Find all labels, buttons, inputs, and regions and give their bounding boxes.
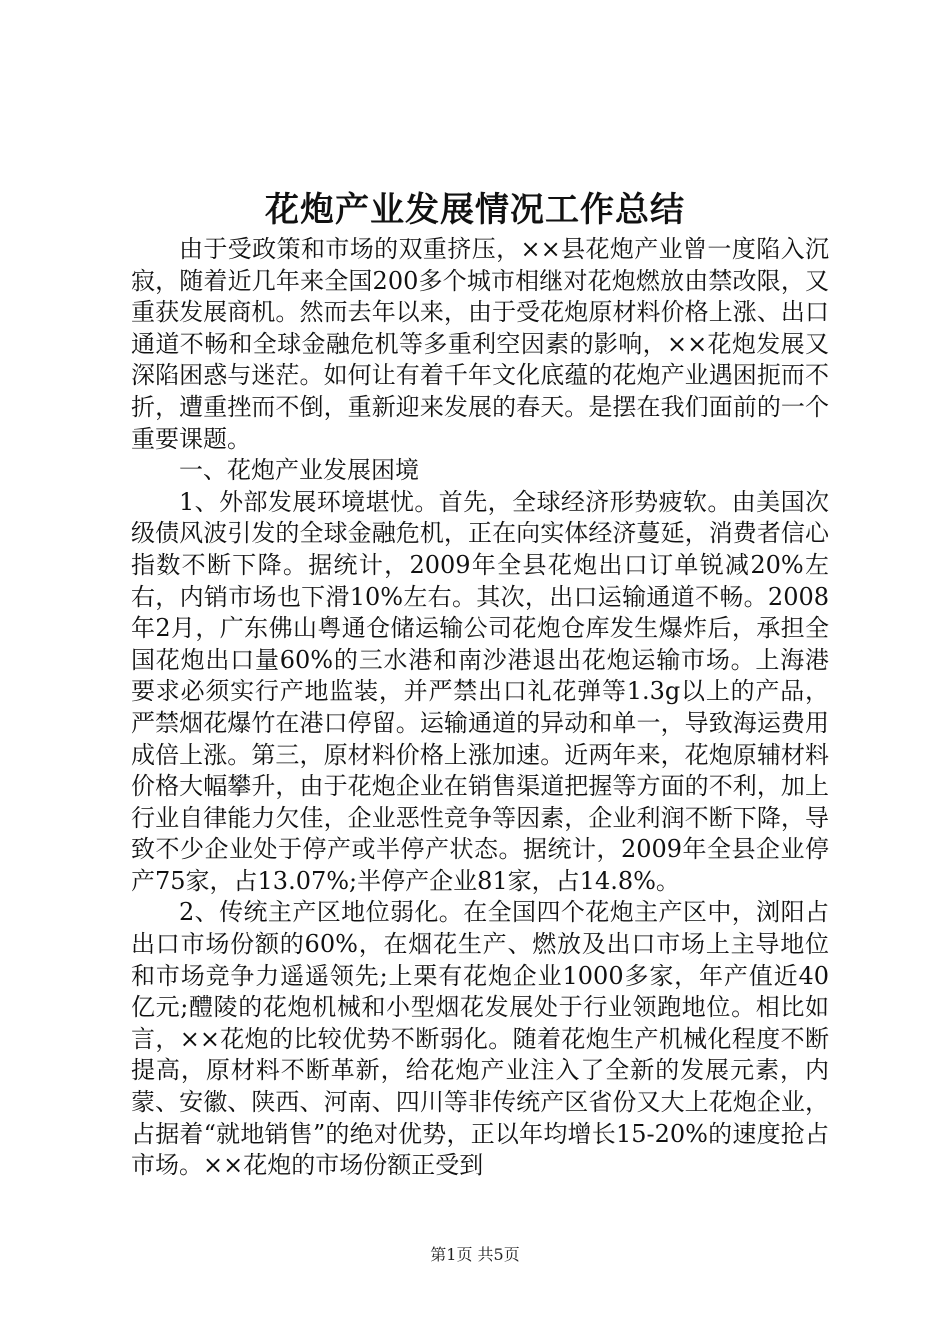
intro-paragraph: 由于受政策和市场的双重挤压，××县花炮产业曾一度陷入沉寂，随着近几年来全国200多个城市相继对花炮燃放由禁改限，又重获发展商机。然而去年以来，由于受花炮原材料价格上涨、出口通道不畅和全球金融危机等多重利空因素的影响，××花炮发展又深陷困惑与迷茫。如何让有着千年文化底蕴的花炮产业遇困扼而不折，遭重挫而不倒，重新迎来发展的春天。是摆在我们面前的一个重要课题。 (131, 235, 829, 453)
document-body (131, 234, 829, 1182)
body-paragraph-2: 2、传统主产区地位弱化。在全国四个花炮主产区中，浏阳占出口市场份额的60%，在烟花生产、燃放及出口市场上主导地位和市场竞争力遥遥领先;上栗有花炮企业1000多家，年产值近40亿元;醴陵的花炮机械和小型烟花发展处于行业领跑地位。相比如言，××花炮的比较优势不断弱化。随着花炮生产机械化程度不断提高，原材料不断革新，给花炮产业注入了全新的发展元素，内蒙、安徽、陕西、河南、四川等非传统产区省份又大上花炮企业，占据着“就地销售”的绝对优势，正以年均增长15-20%的速度抢占市场。××花炮的市场份额正受到 (131, 898, 829, 1180)
body-paragraph-1: 1、外部发展环境堪忧。首先，全球经济形势疲软。由美国次级债风波引发的全球金融危机，正在向实体经济蔓延，消费者信心指数不断下降。据统计，2009年全县花炮出口订单锐减20%左右，内销市场也下滑10%左右。其次，出口运输通道不畅。2008年2月，广东佛山粤通仓储运输公司花炮仓库发生爆炸后，承担全国花炮出口量60%的三水港和南沙港退出花炮运输市场。上海港要求必须实行产地监装，并严禁出口礼花弹等1.3g以上的产品，严禁烟花爆竹在港口停留。运输通道的异动和单一，导致海运费用成倍上涨。第三，原材料价格上涨加速。近两年来，花炮原辅材料价格大幅攀升，由于花炮企业在销售渠道把握等方面的不利，加上行业自律能力欠佳，企业恶性竞争等因素，企业利润不断下降，导致不少企业处于停产或半停产状态。据统计，2009年全县企业停产75家，占13.07%;半停产企业81家，占14.8%。 (131, 487, 829, 895)
section-heading: 一、花炮产业发展困境 (179, 456, 419, 485)
document-title: 花炮产业发展情况工作总结 (265, 190, 685, 230)
page-number-footer: 第1页 共5页 (430, 1245, 520, 1264)
